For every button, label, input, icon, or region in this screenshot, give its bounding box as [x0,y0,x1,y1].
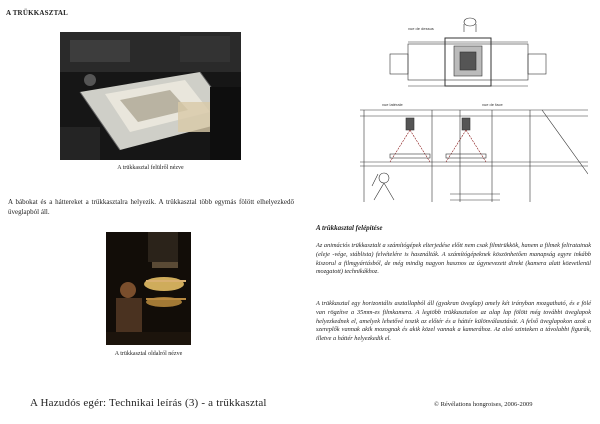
section-title: A trükkasztal felépítése [316,224,383,232]
caption-side-view: A trükkasztal oldalról nézve [114,351,183,357]
photo-side-view [106,232,191,345]
label-side-view-left: vue latérale [382,102,403,107]
footer-title: A Hazudós egér: Technikai leírás (3) - a trükkasztal [30,397,267,409]
paragraph-1: Az animációs trükkasztalt a számítógépek elterjedése előtt nem csak filmtrükkök, hanem a filmek feliratainak (eleje -vége, stáblista) felvételére is használták. A számítógépeknek köszönhetően manapság egyre inkább kiszorul a filmgyártásból, de még mindig nagyon hasznos az úgynevezett direkt (kamera alatt közvetlenül mozgatott) technikákhoz. [316,242,591,276]
technical-drawing [360,14,588,202]
paragraph-2: A trükkasztal egy horizontális asztallapból áll (gyakran üveglap) amely két irányban mozgatható, és e fölé van rögzítve a 35mm-es filmkamera. A legtöbb trükkasztalon az alap lap fölött még további üveglapok helyezkednek el, amelyek lehetővé teszik az előtér és a háttér különválasztását. A felső üveglapokon azok a szereplők vannak akik mozognak és akik közel vannak a kamerához. Az alsó szinteken a távolabbi figurák, illetve a háttér helyezkedik el. [316,300,591,343]
animation-table-blueprint [360,14,588,202]
footer-copyright: © Révélations hongroises, 2006-2009 [434,401,533,408]
photo-top-view [60,32,241,160]
label-top-view: vue de dessus [408,26,434,31]
page-heading: A TRÜKKASZTAL [6,9,69,17]
side-view-photo-image [106,232,191,345]
intro-text: A bábokat és a háttereket a trükkasztalra helyezik. A trükkasztal több egymás fölött elhelyezkedő üveglapból áll. [8,198,294,216]
caption-top-view: A trükkasztal felülről nézve [117,165,184,171]
top-view-photo-image [60,32,241,160]
label-side-view-right: vue de face [482,102,503,107]
